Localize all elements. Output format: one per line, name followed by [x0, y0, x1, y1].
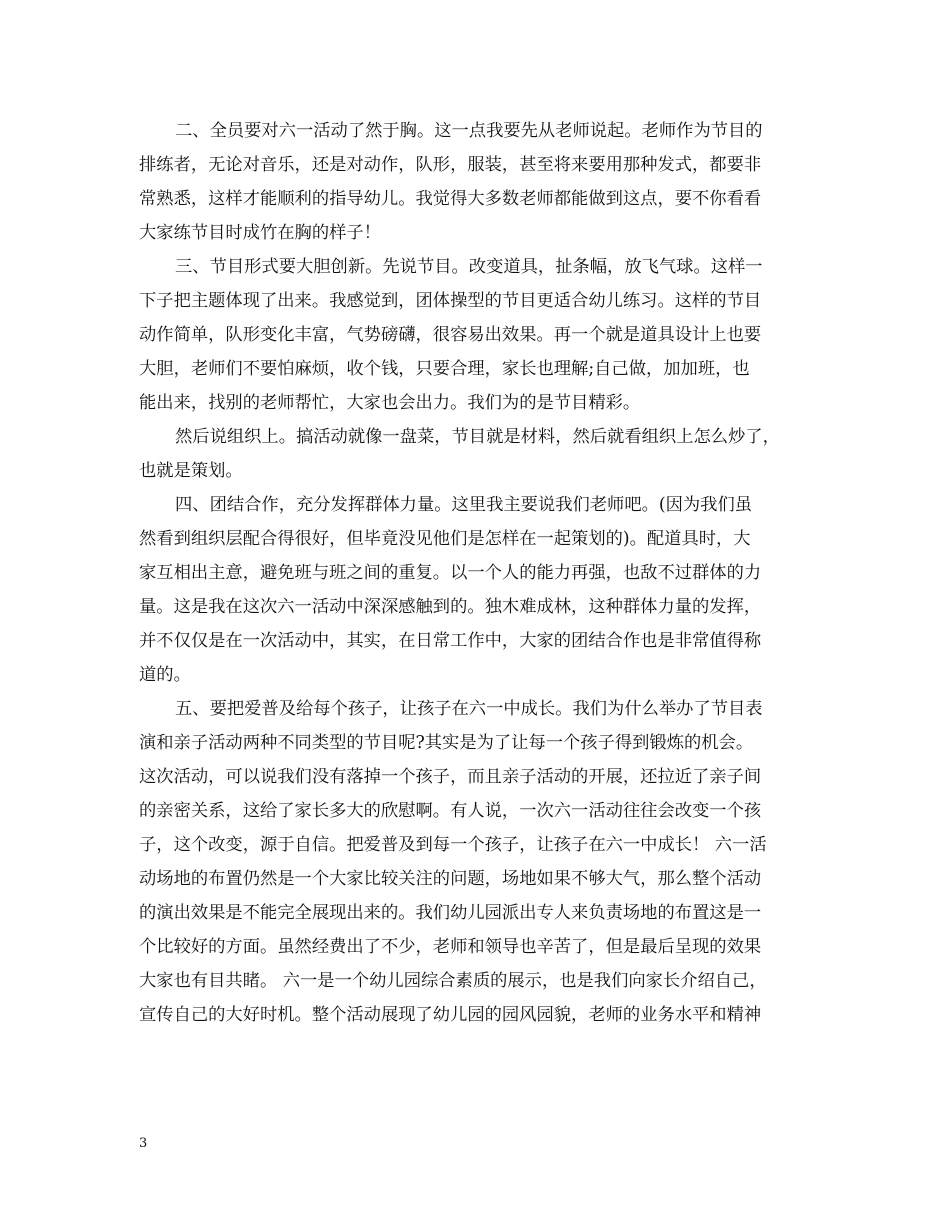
- text-line: 也就是策划。: [139, 461, 243, 481]
- text-line: 的亲密关系，这给了家长多大的欣慰啊。有人说，一次六一活动往往会改变一个孩: [139, 801, 762, 821]
- text-line: 家互相出主意，避免班与班之间的重复。以一个人的能力再强，也敌不过群体的力: [139, 563, 762, 583]
- text-line: 常熟悉，这样才能顺利的指导幼儿。我觉得大多数老师都能做到这点，要不你看看: [139, 189, 762, 209]
- text-line: 然后说组织上。搞活动就像一盘菜，节目就是材料，然后就看组织上怎么炒了，: [175, 427, 780, 447]
- text-line: 道的。: [139, 665, 191, 685]
- text-line: 演和亲子活动两种不同类型的节目呢?其实是为了让每一个孩子得到锻炼的机会。: [139, 733, 754, 753]
- text-line: 个比较好的方面。虽然经费出了不少，老师和领导也辛苦了，但是最后呈现的效果: [139, 937, 762, 957]
- text-line: 大家也有目共睹。 六一是一个幼儿园综合素质的展示，也是我们向家长介绍自己，: [139, 971, 767, 991]
- text-line: 大家练节目时成竹在胸的样子！: [139, 223, 381, 243]
- paragraph-organization: [139, 420, 829, 488]
- text-line: 四、团结合作，充分发挥群体力量。这里我主要说我们老师吧。(因为我们虽: [175, 495, 753, 515]
- text-line: 这次活动，可以说我们没有落掉一个孩子，而且亲子活动的开展，还拉近了亲子间: [139, 767, 762, 787]
- paragraph-5-love-every-child: [139, 692, 829, 1032]
- text-line: 动场地的布置仍然是一个大家比较关注的问题，场地如果不够大气，那么整个活动: [139, 869, 762, 889]
- text-line: 然看到组织层配合得很好，但毕竟没见他们是怎样在一起策划的)。配道具时，大: [139, 529, 751, 549]
- paragraph-2-preparation: [139, 114, 829, 250]
- text-line: 能出来，找别的老师帮忙，大家也会出力。我们为的是节目精彩。: [139, 393, 641, 413]
- text-line: 大胆，老师们不要怕麻烦，收个钱，只要合理，家长也理解;自己做，加加班，也: [139, 359, 750, 379]
- text-line: 的演出效果是不能完全展现出来的。我们幼儿园派出专人来负责场地的布置这是一: [139, 903, 762, 923]
- paragraph-4-teamwork: [139, 488, 829, 692]
- text-line: 宣传自己的大好时机。整个活动展现了幼儿园的园风园貌，老师的业务水平和精神: [139, 1005, 762, 1025]
- text-line: 二、全员要对六一活动了然于胸。这一点我要先从老师说起。老师作为节目的: [175, 121, 763, 141]
- text-line: 下子把主题体现了出来。我感觉到，团体操型的节目更适合幼儿练习。这样的节目: [139, 291, 762, 311]
- page-number: 3: [139, 1136, 148, 1151]
- text-line: 子，这个改变，源于自信。把爱普及到每一个孩子，让孩子在六一中成长！ 六一活: [139, 835, 767, 855]
- text-line: 动作简单，队形变化丰富，气势磅礴，很容易出效果。再一个就是道具设计上也要: [139, 325, 762, 345]
- paragraph-3-innovation: [139, 250, 829, 420]
- text-line: 五、要把爱普及给每个孩子，让孩子在六一中成长。我们为什么举办了节目表: [175, 699, 763, 719]
- text-line: 量。这是我在这次六一活动中深深感触到的。独木难成林，这种群体力量的发挥，: [139, 597, 762, 617]
- document-body: [139, 114, 829, 1032]
- text-line: 并不仅仅是在一次活动中，其实，在日常工作中，大家的团结合作也是非常值得称: [139, 631, 762, 651]
- text-line: 排练者，无论对音乐，还是对动作，队形，服装，甚至将来要用那种发式，都要非: [139, 155, 762, 175]
- text-line: 三、节目形式要大胆创新。先说节目。改变道具，扯条幅，放飞气球。这样一: [175, 257, 763, 277]
